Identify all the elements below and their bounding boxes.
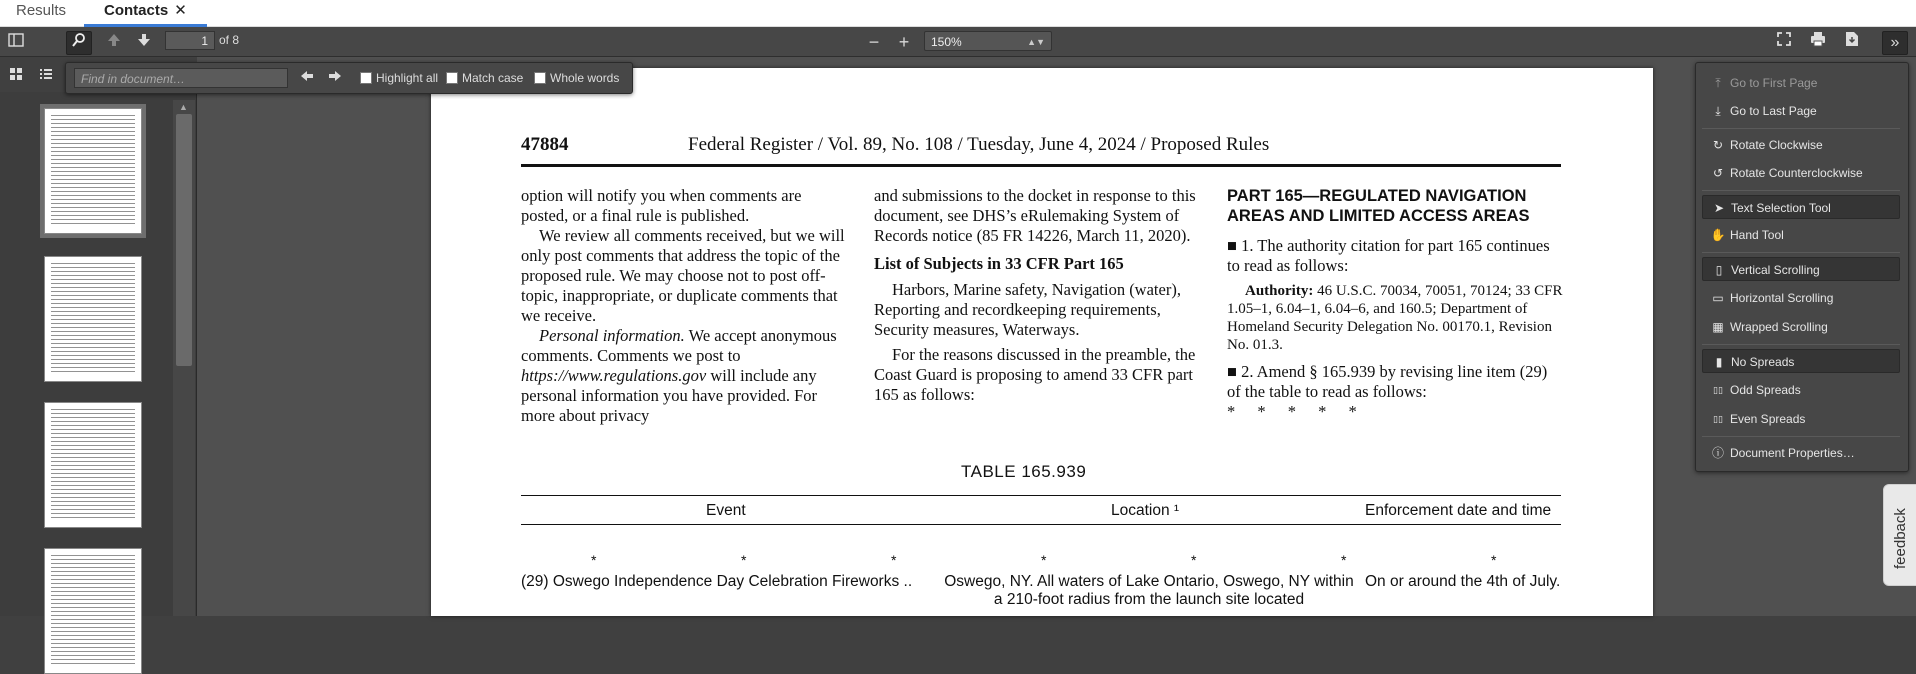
vertical-scroll-icon: ▯ xyxy=(1715,263,1723,277)
menu-label: Rotate Clockwise xyxy=(1730,138,1823,152)
rotate-cw-icon: ↻ xyxy=(1712,138,1724,152)
zoom-select[interactable] xyxy=(924,31,1052,51)
checkbox-label: Whole words xyxy=(550,71,620,85)
table-cell-location: Oswego, NY. All waters of Lake Ontario, Oswego, NY within a 210-foot radius from the launch site located xyxy=(944,573,1354,608)
menu-item-vertical-scrolling[interactable] xyxy=(1702,257,1900,281)
arrow-right-icon xyxy=(328,70,342,82)
find-next-button[interactable] xyxy=(328,69,342,85)
menu-label: No Spreads xyxy=(1731,355,1795,369)
rotate-ccw-icon: ↺ xyxy=(1712,166,1724,180)
download-icon xyxy=(1845,31,1859,47)
even-spreads-icon: ▯▯ xyxy=(1713,414,1723,424)
ellipsis-stars: * * * * * xyxy=(1227,402,1357,421)
chevron-updown-icon: ▲▼ xyxy=(1027,37,1045,47)
table-rule xyxy=(521,524,1561,525)
first-page-icon: ⤒ xyxy=(1715,76,1721,90)
find-previous-button[interactable] xyxy=(300,69,314,85)
paragraph: ■ 2. Amend § 165.939 by revising line item (29) of the table to read as follows: xyxy=(1227,362,1548,401)
previous-page-button[interactable] xyxy=(102,31,126,53)
whole-words-checkbox[interactable] xyxy=(534,71,619,85)
close-icon[interactable]: ✕ xyxy=(174,2,187,19)
checkbox-box[interactable] xyxy=(446,72,458,84)
menu-item-wrapped-scrolling[interactable] xyxy=(1702,315,1900,339)
menu-label: Go to Last Page xyxy=(1730,104,1817,118)
menu-item-horizontal-scrolling[interactable] xyxy=(1702,286,1900,310)
page-thumbnail[interactable] xyxy=(44,402,142,528)
secondary-tools-menu xyxy=(1695,62,1909,472)
next-page-button[interactable] xyxy=(132,31,156,53)
wrapped-scroll-icon: ▦ xyxy=(1712,320,1724,334)
table-star: * xyxy=(741,552,747,568)
column-2 xyxy=(874,186,1204,405)
sidebar-toggle-icon[interactable] xyxy=(4,31,28,53)
info-icon: ⓘ xyxy=(1711,446,1724,460)
double-chevron-right-icon: » xyxy=(1890,34,1900,51)
print-button[interactable] xyxy=(1806,31,1830,53)
page-number-label: 47884 xyxy=(521,134,569,155)
horizontal-scroll-icon: ▭ xyxy=(1712,291,1724,305)
page-thumbnail[interactable] xyxy=(44,108,142,234)
menu-label: Rotate Counterclockwise xyxy=(1730,166,1863,180)
zoom-out-button[interactable]: − xyxy=(868,32,880,52)
tab-label: Contacts xyxy=(104,2,169,19)
table-star: * xyxy=(1191,552,1197,568)
fullscreen-icon xyxy=(1776,31,1792,47)
menu-item-hand-tool[interactable] xyxy=(1702,223,1900,247)
sidebar-view-buttons xyxy=(0,62,60,90)
menu-separator xyxy=(1702,190,1900,191)
thumbnail-view-button[interactable] xyxy=(4,65,28,87)
feedback-label: feedback xyxy=(1892,508,1909,569)
tab-label: Results xyxy=(16,2,67,19)
link-text: https://www.regulations.gov xyxy=(521,366,707,385)
paragraph: For the reasons discussed in the preamble, the Coast Guard is proposing to amend 33 CFR part 165 as follows: xyxy=(874,345,1196,404)
paragraph: ■ 1. The authority citation for part 165 continues to read as follows: xyxy=(1227,236,1550,275)
menu-label: Odd Spreads xyxy=(1730,383,1801,397)
menu-separator xyxy=(1702,252,1900,253)
tools-menu-button[interactable] xyxy=(1882,31,1908,55)
checkbox-box[interactable] xyxy=(360,72,372,84)
checkbox-box[interactable] xyxy=(534,72,546,84)
paragraph: Harbors, Marine safety, Navigation (water), Reporting and recordkeeping requirements, Security measures, Waterways. xyxy=(874,280,1181,339)
paragraph xyxy=(521,326,851,426)
table-title: TABLE 165.939 xyxy=(961,462,1087,481)
presentation-mode-button[interactable] xyxy=(1772,31,1796,53)
table-star: * xyxy=(1491,552,1497,568)
authority-paragraph xyxy=(1227,282,1563,354)
subject-heading: List of Subjects in 33 CFR Part 165 xyxy=(874,254,1124,273)
arrow-up-icon xyxy=(107,33,121,47)
checkbox-label: Match case xyxy=(462,71,524,85)
menu-item-odd-spreads[interactable] xyxy=(1702,378,1900,402)
tab-contacts[interactable] xyxy=(84,0,207,27)
find-bar xyxy=(65,62,633,94)
scrollbar-thumb[interactable] xyxy=(176,114,192,366)
print-icon xyxy=(1810,31,1826,47)
menu-item-document-properties[interactable] xyxy=(1702,441,1900,465)
thumbnail-sidebar xyxy=(0,92,197,616)
odd-spreads-icon: ▯▯ xyxy=(1713,385,1723,395)
download-button[interactable] xyxy=(1840,31,1864,53)
no-spreads-icon: ▮ xyxy=(1715,355,1723,369)
page-header xyxy=(521,134,1561,167)
menu-label: Document Properties… xyxy=(1730,446,1855,460)
menu-item-no-spreads[interactable] xyxy=(1702,349,1900,373)
italic-heading: Personal information. xyxy=(539,326,685,345)
tab-bar xyxy=(0,0,1916,27)
column-3 xyxy=(1227,186,1563,422)
pdf-page xyxy=(431,68,1653,616)
text: We accept anonymous comments. Comments we post to xyxy=(521,326,837,365)
menu-separator xyxy=(1702,436,1900,437)
table-header-date: Enforcement date and time xyxy=(1365,502,1552,519)
match-case-checkbox[interactable] xyxy=(446,71,523,85)
menu-label: Hand Tool xyxy=(1730,228,1784,242)
hand-icon: ✋ xyxy=(1710,228,1726,242)
menu-item-text-selection[interactable] xyxy=(1702,195,1900,219)
page-thumbnail[interactable] xyxy=(44,256,142,382)
arrow-down-icon xyxy=(137,33,151,47)
menu-label: Even Spreads xyxy=(1730,412,1806,426)
zoom-in-button[interactable]: + xyxy=(898,32,910,52)
menu-separator xyxy=(1702,128,1900,129)
part-heading: PART 165—REGULATED NAVIGATION AREAS AND LIMITED ACCESS AREAS xyxy=(1227,187,1530,225)
column-1 xyxy=(521,186,851,426)
find-input[interactable]: Find in document… xyxy=(74,68,288,88)
page-thumbnail[interactable] xyxy=(44,548,142,674)
list-icon xyxy=(39,67,53,81)
menu-item-last-page[interactable] xyxy=(1702,99,1900,123)
feedback-tab[interactable] xyxy=(1883,484,1916,586)
menu-label: Go to First Page xyxy=(1730,76,1818,90)
highlight-all-checkbox[interactable] xyxy=(360,71,438,85)
outline-view-button[interactable] xyxy=(34,65,58,87)
menu-item-rotate-cw[interactable] xyxy=(1702,133,1900,157)
table-cell-date: On or around the 4th of July. xyxy=(1365,573,1561,590)
last-page-icon: ⤓ xyxy=(1715,104,1721,118)
text: will include any personal information you have provided. For more about privacy xyxy=(521,366,818,425)
arrow-left-icon xyxy=(300,70,314,82)
authority-label: Authority: xyxy=(1245,283,1314,299)
text: 46 U.S.C. 70034, 70051, 70124; 33 CFR 1.05–1, 6.04–1, 6.04–6, and 160.5; Department of Homeland Security Delegation No. 00170.1, Revision No. 01.3. xyxy=(1227,283,1563,353)
table-star: * xyxy=(1041,552,1047,568)
menu-label: Horizontal Scrolling xyxy=(1730,291,1834,305)
search-icon xyxy=(71,32,87,48)
table-rule xyxy=(521,495,1561,496)
menu-label: Wrapped Scrolling xyxy=(1730,320,1828,334)
register-header: Federal Register / Vol. 89, No. 108 / Tuesday, June 4, 2024 / Proposed Rules xyxy=(688,134,1270,155)
menu-label: Vertical Scrolling xyxy=(1731,263,1820,277)
page-number-input[interactable]: 1 xyxy=(165,31,215,50)
find-toggle-button[interactable] xyxy=(66,31,92,55)
table-header-location: Location ¹ xyxy=(1111,502,1180,519)
paragraph: We review all comments received, but we will only post comments that address the topic of the proposed rule. We may choose not to post off-topic, inappropriate, or duplicate comments that we receive. xyxy=(521,226,845,325)
page-count: of 8 xyxy=(219,33,240,47)
checkbox-label: Highlight all xyxy=(376,71,439,85)
paragraph: and submissions to the docket in response to this document, see DHS’s eRulemaking System of Records notice (85 FR 14226, March 11, 2020). xyxy=(874,186,1196,245)
tab-results[interactable] xyxy=(16,0,66,24)
cursor-icon: ➤ xyxy=(1713,201,1725,215)
menu-item-rotate-ccw[interactable] xyxy=(1702,161,1900,185)
grid-icon xyxy=(9,67,23,81)
table-star: * xyxy=(591,552,597,568)
menu-item-first-page[interactable] xyxy=(1702,71,1900,95)
paragraph: option will notify you when comments are posted, or a final rule is published. xyxy=(521,186,802,225)
menu-label: Text Selection Tool xyxy=(1731,201,1831,215)
table-cell-event: (29) Oswego Independence Day Celebration Fireworks .. xyxy=(521,573,913,590)
scroll-up-icon[interactable]: ▲ xyxy=(179,102,188,112)
menu-separator xyxy=(1702,344,1900,345)
table-header-event: Event xyxy=(706,502,746,519)
zoom-value: 150% xyxy=(931,35,962,49)
menu-item-even-spreads[interactable] xyxy=(1702,407,1900,431)
table-star: * xyxy=(891,552,897,568)
pdf-toolbar xyxy=(0,27,1916,57)
table-star: * xyxy=(1341,552,1347,568)
sidebar-scrollbar[interactable] xyxy=(173,100,195,616)
